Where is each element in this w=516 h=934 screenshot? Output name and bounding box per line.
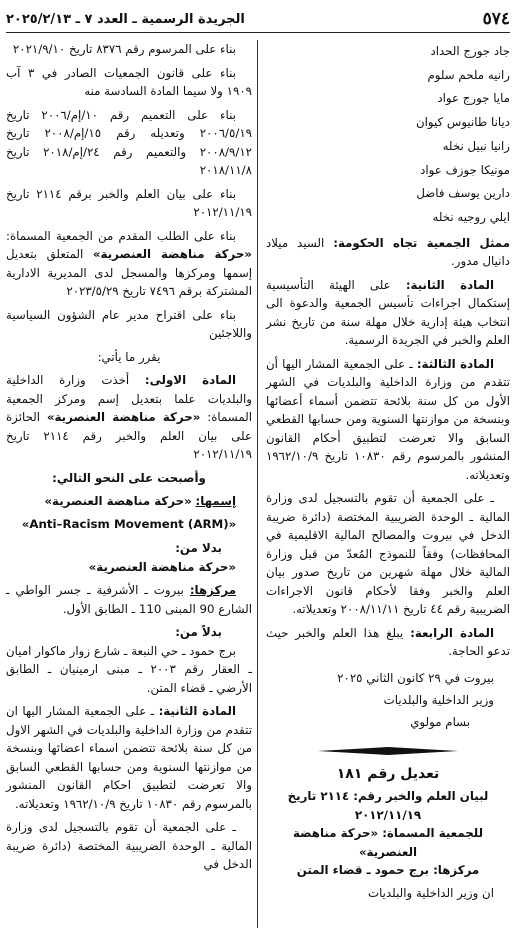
instead-of-1: بدلا من: xyxy=(175,541,222,555)
old-name-value: «حركة مناهضة العنصرية» xyxy=(88,559,236,574)
decides-heading: يقرر ما يأتي: xyxy=(97,349,161,364)
amendment-line-2: للجمعية المسماة: «حركة مناهضة العنصرية» xyxy=(293,826,483,859)
article-2 xyxy=(266,276,510,350)
page-header xyxy=(6,6,510,33)
article-1-text: أخذت وزارة الداخلية والبلديات علما بتعديل إسم ومركز الجمعية المسماة: xyxy=(6,373,253,424)
article-3-text: ـ على الجمعية المشار اليها أن تتقدم من وزارة الداخلية والبلديات في الشهر الأول من كل سنة بلائحة تتضمن أسماء أعضائها وبنسخة من موازنتها السنوية ومن حسابها القطعي السابق والا تعرضت لتطبيق أحكام القانون المنشور بالمرسوم رقم ١٠٨٣٠ تاريخ ١٩٦٢/١٠/٩ وتعديلاته. xyxy=(266,356,510,482)
request-details: المتعلق بتعديل إسمها ومركزها والمسجل لدى المديرية الادارية المشتركة برقم ٧٤٩٦ تاريخ ٢٠٢٣/٥/٢٩ xyxy=(6,247,252,298)
right-column xyxy=(266,40,510,928)
article-3-label: المادة الثالثة: xyxy=(416,356,494,371)
amendment-line-1: لبيان العلم والخبر رقم: ٢١١٤ تاريخ ٢٠١٢/١١/١٩ xyxy=(287,789,489,822)
preamble-request xyxy=(6,227,252,301)
old-hq-value: برج حمود ـ حي النبعة ـ شارع زوار ماكوار اميان ـ العقار رقم ٢٠٠٣ ـ مبنى ارمينيان ـ الطابق الأرضي ـ قضاء المتن. xyxy=(6,643,252,695)
founder-name: رانيه ملحم سلوم xyxy=(427,67,510,82)
signature-block xyxy=(266,667,510,733)
sign-name: بسام مولوي xyxy=(410,714,470,729)
gov-rep-value: السيد ميلاد دانيال مدور. xyxy=(266,235,510,269)
section-separator xyxy=(318,747,458,755)
amendment-line-3: مركزها: برج حمود ـ قضاء المتن xyxy=(296,863,480,878)
amendment-title: تعديل رقم ١٨١ xyxy=(336,765,440,782)
preamble-proposal: بناء على اقتراح مدير عام الشؤون السياسية واللاجئين xyxy=(6,307,252,340)
article-1 xyxy=(6,371,252,464)
article-1-quote: «حركة مناهضة العنصرية» xyxy=(46,410,201,424)
preamble-decree: بناء على المرسوم رقم ٨٣٧٦ تاريخ ٢٠٢١/٩/١٠ xyxy=(12,42,236,56)
founder-name: ايلي روجيه نخله xyxy=(432,209,510,224)
page-number: ٥٧٤ xyxy=(482,9,510,29)
new-hq-label: مركزها: xyxy=(189,583,236,597)
column-divider xyxy=(257,40,258,928)
article-4 xyxy=(266,624,510,661)
founder-name: مايا جورج عواد xyxy=(437,91,510,106)
left-article-2 xyxy=(6,702,252,813)
new-hq-value: بيروت ـ الأشرفية ـ جسر الواطي ـ الشارع 90 المبنى 110 ـ الطابق الأول. xyxy=(6,583,252,616)
left-article-2-label: المادة الثانية: xyxy=(158,704,237,718)
new-hq xyxy=(6,581,252,618)
sign-place-date: بيروت في ٢٩ كانون الثاني ٢٠٢٥ xyxy=(337,670,494,685)
article-4-label: المادة الرابعة: xyxy=(410,625,494,640)
founder-name: ديانا طانيوس كيوان xyxy=(415,115,510,130)
founders-list xyxy=(266,40,510,230)
gov-representative xyxy=(266,234,510,271)
new-name-value: «حركة مناهضة العنصرية» xyxy=(44,494,192,508)
preamble-law: بناء على قانون الجمعيات الصادر في ٣ آب ١٩٠٩ ولا سيما المادة السادسة منه xyxy=(6,65,252,98)
new-name-label: إسمها: xyxy=(195,494,236,508)
amendment-line-4: ان وزير الداخلية والبلديات xyxy=(367,885,494,900)
gov-rep-label: ممثل الجمعية تجاه الحكومة: xyxy=(333,235,511,250)
new-name-latin: «Anti–Racism Movement (ARM)» xyxy=(21,516,237,531)
article-1-label: المادة الاولى: xyxy=(144,373,236,387)
article-4-text: يبلغ هذا العلم والخبر حيث تدعو الحاجة. xyxy=(266,625,510,659)
request-intro: بناء على الطلب المقدم من الجمعية المسماة: xyxy=(6,228,236,243)
article-3-tax: ـ على الجمعية أن تقوم بالتسجيل لدى وزارة المالية ـ الوحدة الضريبية المختصة (دائرة ضريبة الدخل في بيروت والمصالح المالية الاقليمية في المحافظات) وفقاً للنموذج المُعدّ من قبل وزارة المالية خلال مهلة شهرين من تاريخ صدور بيان العلم والخبر وفقا لأحكام قانون الاجراءات الضريبية رقم ٤٤ تاريخ ٢٠٠٨/١١/١١ وتعديلاته. xyxy=(266,491,510,617)
article-3 xyxy=(266,355,510,485)
preamble-circular: بناء على التعميم رقم ١٠/إم/٢٠٠٦ تاريخ ٢٠٠٦/٥/١٩ وتعديله رقم ١٥/إم/٢٠٠٨ تاريخ ٢٠٠٨/٩/١٢ والتعميم رقم ٢٤/إم/٢٠١٨ تاريخ ٢٠١٨/١١/٨ xyxy=(6,107,252,177)
gazette-info: الجريدة الرسمية ـ العدد ٧ ـ ٢٠٢٥/٢/١٣ xyxy=(6,11,245,27)
new-name xyxy=(6,492,252,511)
left-column xyxy=(6,40,252,928)
article-2-text: على الهيئة التأسيسية إستكمال اجراءات تأسيس الجمعية والدعوة الى انتخاب هيئة إدارية خلال مهلة سنة من تاريخ نشر العلم والخبر في الجريدة الرسمية. xyxy=(266,277,510,348)
article-1-text-2: الحائزة على بيان العلم والخبر رقم ٢١١٤ تاريخ ٢٠١٢/١١/١٩ xyxy=(6,410,252,461)
became-heading: وأصبحت على النحو التالي: xyxy=(52,470,206,485)
request-association-name: «حركة مناهضة العنصرية» xyxy=(92,247,253,261)
founder-name: رانيا نبيل نخله xyxy=(442,138,510,153)
article-2-label: المادة الثانية: xyxy=(405,277,494,292)
founder-name: دارين يوسف فاضل xyxy=(416,186,510,201)
left-article-2-text: ـ على الجمعية المشار اليها ان تتقدم من وزارة الداخلية والبلديات في الشهر الاول من كل سنة بلائحة تتضمن اسماء اعضائها وبنسخة من موازنتها السنوية ومن حسابها القطعي السابق والا تعرضت لتطبيق احكام القانون المنشور بالمرسوم رقم ١٠٨٣٠ تاريخ ١٩٦٢/١٠/٩ وتعديلاته. xyxy=(6,704,252,811)
founder-name: مونيكا جوزف عواد xyxy=(420,162,510,177)
left-article-2-tax: ـ على الجمعية أن تقوم بالتسجيل لدى وزارة المالية ـ الوحدة الضريبية المختصة (دائرة ضريبة الدخل في xyxy=(6,820,252,871)
preamble-statement: بناء على بيان العلم والخبر برقم ٢١١٤ تاريخ ٢٠١٢/١١/١٩ xyxy=(6,186,252,219)
instead-of-2: بدلاً من: xyxy=(175,625,222,639)
founder-name: جاد جورج الحداد xyxy=(430,44,510,58)
separator-diamond-icon xyxy=(318,747,458,755)
sign-title: وزير الداخلية والبلديات xyxy=(383,692,494,707)
